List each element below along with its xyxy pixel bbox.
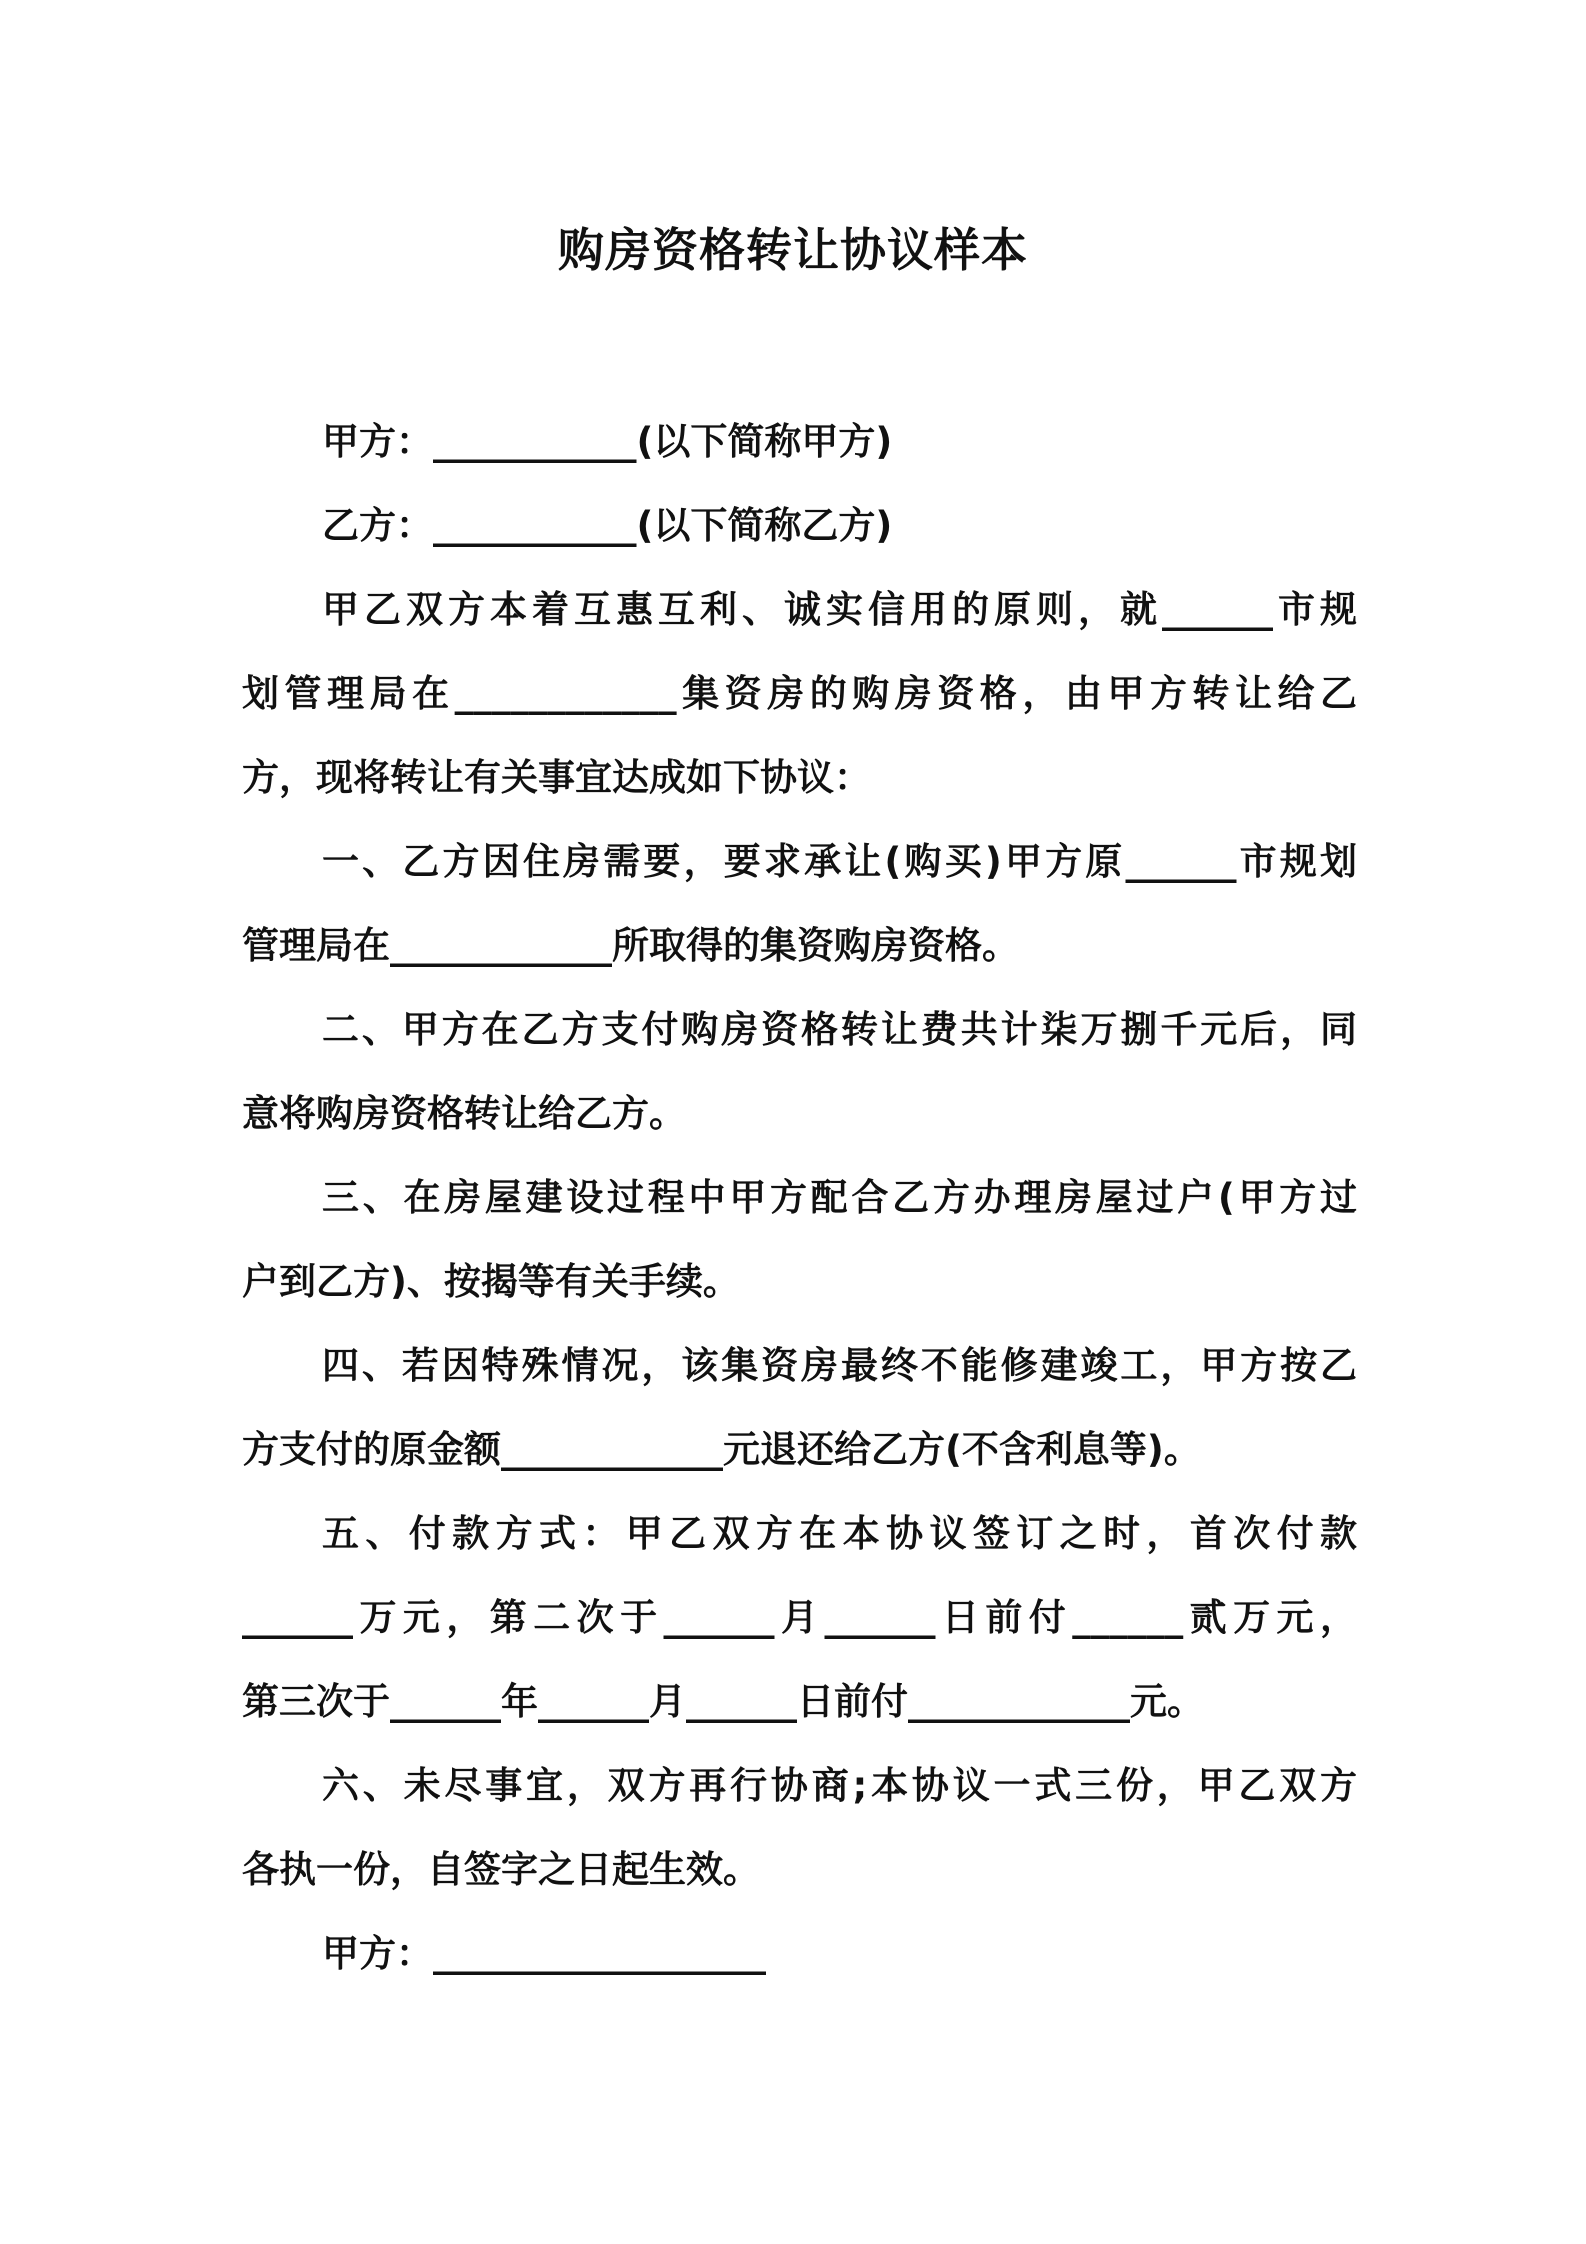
clause-5-line-2: ______万元，第二次于______月______日前付______贰万元， <box>242 1596 1357 1639</box>
clause-3-line-1: 三、在房屋建设过程中甲方配合乙方办理房屋过户(甲方过 <box>322 1176 1357 1219</box>
clause-5-line-1: 五、付款方式：甲乙双方在本协议签订之时，首次付款 <box>322 1512 1357 1555</box>
party-a-line: 甲方：___________(以下简称甲方) <box>322 420 893 463</box>
clause-1-line-1: 一、乙方因住房需要，要求承让(购买)甲方原______市规划 <box>322 840 1357 883</box>
clause-4-line-1: 四、若因特殊情况，该集资房最终不能修建竣工，甲方按乙 <box>322 1344 1357 1387</box>
clause-4-line-2: 方支付的原金额____________元退还给乙方(不含利息等)。 <box>242 1428 1201 1471</box>
preamble-line-2: 划管理局在____________集资房的购房资格，由甲方转让给乙 <box>242 672 1357 715</box>
clause-1-line-2: 管理局在____________所取得的集资购房资格。 <box>242 924 1019 967</box>
clause-6-line-1: 六、未尽事宜，双方再行协商;本协议一式三份，甲乙双方 <box>322 1764 1357 1807</box>
preamble-line-3: 方，现将转让有关事宜达成如下协议： <box>242 756 871 799</box>
preamble-line-1: 甲乙双方本着互惠互利、诚实信用的原则，就______市规 <box>322 588 1357 631</box>
clause-2-line-1: 二、甲方在乙方支付购房资格转让费共计柒万捌千元后，同 <box>322 1008 1357 1051</box>
clause-2-line-2: 意将购房资格转让给乙方。 <box>242 1092 686 1135</box>
clause-5-line-3: 第三次于______年______月______日前付____________元。 <box>242 1680 1204 1723</box>
document-body <box>242 400 1357 1996</box>
document-title: 购房资格转让协议样本 <box>558 223 1028 277</box>
signature-party-a-line: 甲方：__________________ <box>322 1932 766 1975</box>
clause-6-line-2: 各执一份，自签字之日起生效。 <box>242 1848 760 1891</box>
party-b-line: 乙方：___________(以下简称乙方) <box>322 504 893 547</box>
clause-3-line-2: 户到乙方)、按揭等有关手续。 <box>242 1260 740 1303</box>
